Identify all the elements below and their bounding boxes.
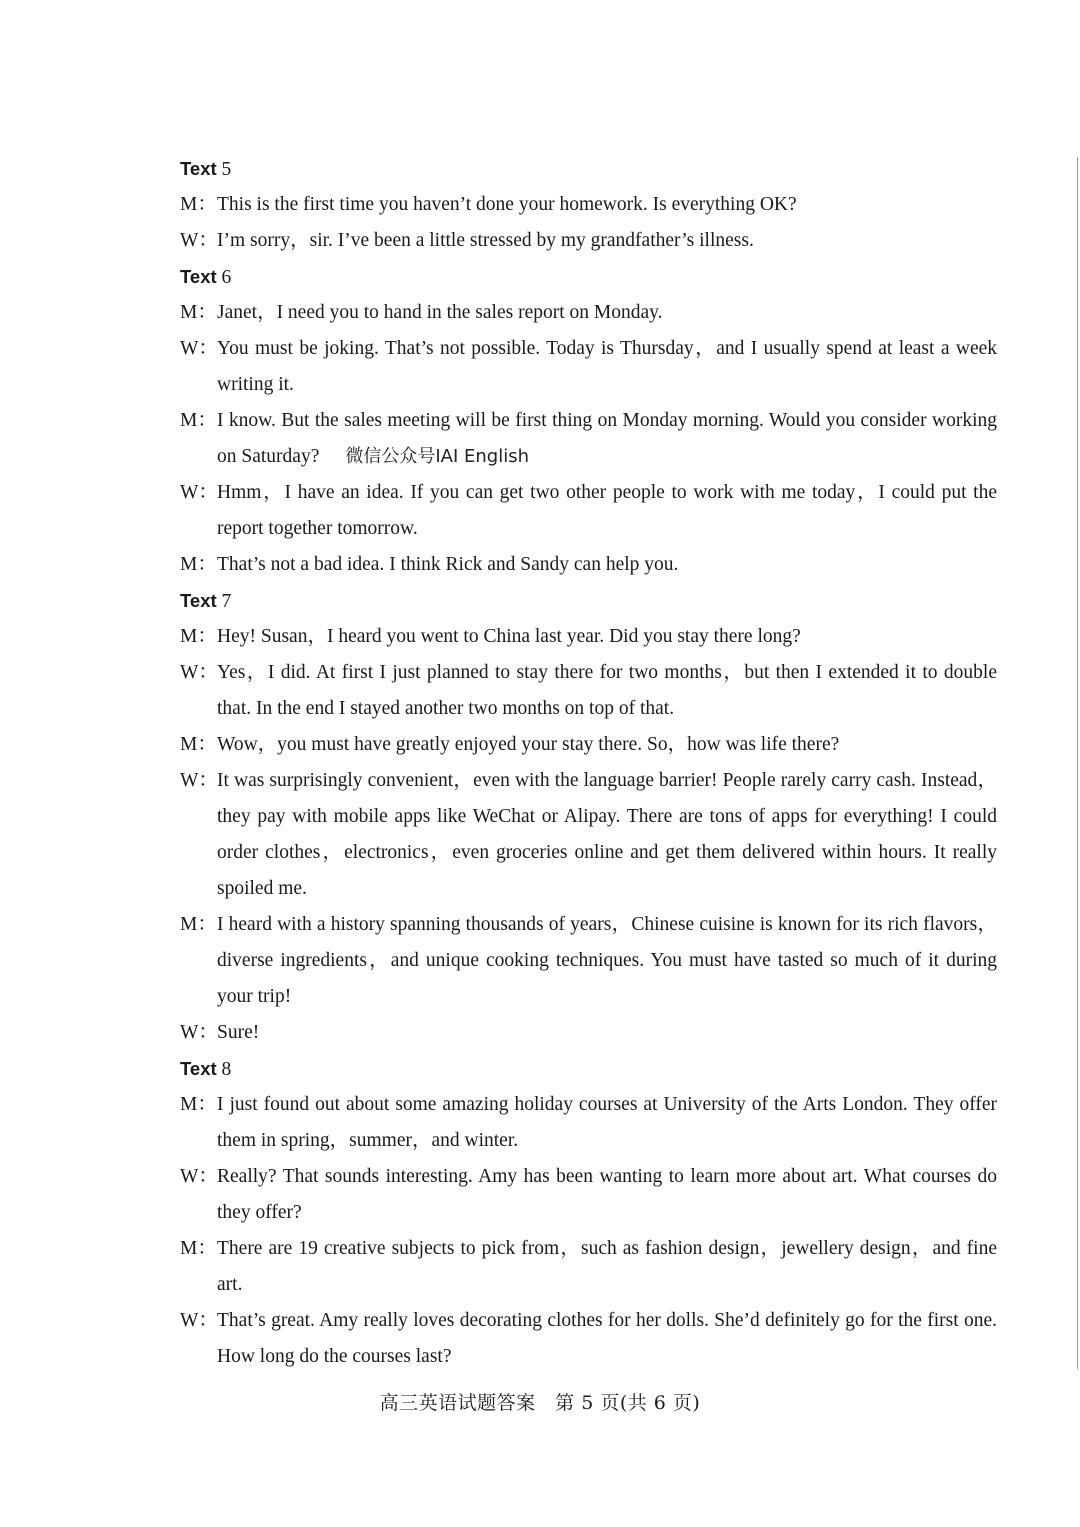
dialogue-turn xyxy=(180,475,997,547)
speaker-label: W： xyxy=(180,770,218,791)
utterance: Hmm，I have an idea. If you can get two other people to work with me today，I could put the report together tomorrow. xyxy=(217,482,997,539)
utterance: I heard with a history spanning thousands of years，Chinese cuisine is known for its rich flavors，diverse ingredients，and unique cooking techniques. You must have tasted so much of it during your trip! xyxy=(217,914,997,1007)
dialogue-turn xyxy=(180,1231,997,1303)
dialogue-turn xyxy=(180,727,997,763)
utterance: I just found out about some amazing holiday courses at University of the Arts London. They offer them in spring，summer，and winter. xyxy=(217,1094,997,1151)
section-heading xyxy=(180,259,997,295)
dialogue-turn xyxy=(180,547,997,583)
dialogue-turn xyxy=(180,907,997,1015)
dialogue-turn xyxy=(180,1015,997,1051)
speaker-label: W： xyxy=(180,1166,218,1187)
document-body xyxy=(180,151,997,1375)
dialogue-turn xyxy=(180,655,997,727)
page-footer: 高三英语试题答案 第 5 页(共 6 页) xyxy=(379,1392,701,1414)
heading-number: 5 xyxy=(221,159,232,180)
dialogue-turn xyxy=(180,223,997,259)
utterance: I’m sorry，sir. I’ve been a little stressed by my grandfather’s illness. xyxy=(217,230,754,251)
text-section-5 xyxy=(180,151,997,259)
heading-number: 7 xyxy=(221,591,232,612)
speaker-label: M： xyxy=(180,1094,217,1115)
speaker-label: M： xyxy=(180,1238,217,1259)
heading-number: 6 xyxy=(221,267,232,288)
watermark-text: 微信公众号IAI English xyxy=(345,446,530,467)
utterance: Hey! Susan，I heard you went to China last year. Did you stay there long? xyxy=(217,626,801,647)
dialogue-turn xyxy=(180,295,997,331)
section-heading xyxy=(180,1051,997,1087)
utterance: This is the first time you haven’t done your homework. Is everything OK? xyxy=(217,194,797,215)
text-section-6 xyxy=(180,259,997,583)
speaker-label: M： xyxy=(180,554,217,575)
heading-number: 8 xyxy=(221,1059,232,1080)
dialogue-turn xyxy=(180,1303,997,1375)
utterance: Sure! xyxy=(217,1022,260,1043)
utterance: You must be joking. That’s not possible. Today is Thursday，and I usually spend at least a week writing it. xyxy=(217,338,997,395)
dialogue-turn xyxy=(180,619,997,655)
heading-label: Text xyxy=(180,266,217,287)
speaker-label: M： xyxy=(180,302,217,323)
utterance: Really? That sounds interesting. Amy has been wanting to learn more about art. What courses do they offer? xyxy=(217,1166,997,1223)
dialogue-turn xyxy=(180,331,997,403)
speaker-label: M： xyxy=(180,734,217,755)
heading-label: Text xyxy=(180,158,217,179)
utterance: That’s great. Amy really loves decorating clothes for her dolls. She’d definitely go for the first one. How long do the courses last? xyxy=(217,1310,997,1367)
heading-label: Text xyxy=(180,1058,217,1079)
section-heading xyxy=(180,583,997,619)
speaker-label: W： xyxy=(180,230,218,251)
dialogue-turn xyxy=(180,1087,997,1159)
text-section-8 xyxy=(180,1051,997,1375)
dialogue-turn xyxy=(180,187,997,223)
speaker-label: M： xyxy=(180,626,217,647)
speaker-label: M： xyxy=(180,410,217,431)
section-heading xyxy=(180,151,997,187)
utterance: Janet，I need you to hand in the sales report on Monday. xyxy=(217,302,663,323)
speaker-label: W： xyxy=(180,1022,218,1043)
text-section-7 xyxy=(180,583,997,1051)
speaker-label: W： xyxy=(180,482,218,503)
utterance: I know. But the sales meeting will be first thing on Monday morning. Would you consider working on Saturday? xyxy=(217,410,997,467)
utterance-with-watermark xyxy=(217,403,997,475)
page-edge-rule xyxy=(1077,157,1078,1369)
utterance: Yes，I did. At first I just planned to stay there for two months，but then I extended it to double that. In the end I stayed another two months on top of that. xyxy=(217,662,997,719)
speaker-label: W： xyxy=(180,338,218,359)
heading-label: Text xyxy=(180,590,217,611)
utterance: That’s not a bad idea. I think Rick and Sandy can help you. xyxy=(217,554,679,575)
utterance: There are 19 creative subjects to pick from，such as fashion design，jewellery design，and fine art. xyxy=(217,1238,997,1295)
dialogue-turn xyxy=(180,1159,997,1231)
speaker-label: W： xyxy=(180,662,218,683)
speaker-label: W： xyxy=(180,1310,218,1331)
utterance: It was surprisingly convenient，even with the language barrier! People rarely carry cash. Instead，they pay with mobile apps like WeChat or Alipay. There are tons of apps for everything! I could order clothes，electronics，even groceries online and get them delivered within hours. It really spoiled me. xyxy=(217,770,997,899)
dialogue-turn xyxy=(180,403,997,475)
utterance: Wow，you must have greatly enjoyed your stay there. So，how was life there? xyxy=(217,734,840,755)
dialogue-turn xyxy=(180,763,997,907)
speaker-label: M： xyxy=(180,914,217,935)
speaker-label: M： xyxy=(180,194,217,215)
